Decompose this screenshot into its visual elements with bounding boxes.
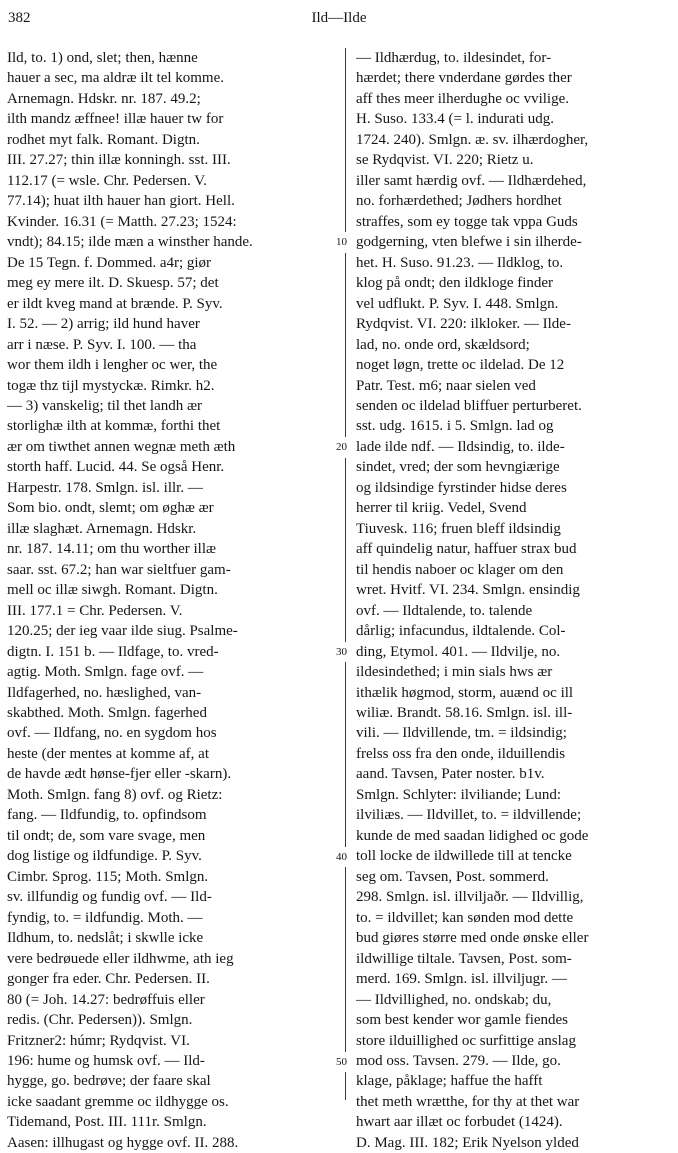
text-line: 77.14); huat ilth hauer han giort. Hell. [7, 193, 235, 210]
text-line: kunde de med saadan lidighed oc gode [356, 827, 589, 844]
text-line: no. forhærdethed; Jødhers hordhet [356, 193, 562, 210]
text-line: agtig. Moth. Smlgn. fage ovf. — [7, 664, 204, 681]
text-line: saar. sst. 67.2; han war sieltfuer gam- [7, 561, 231, 578]
text-line: wiliæ. Brandt. 58.16. Smlgn. isl. ill- [356, 705, 573, 721]
text-line: 120.25; der ieg vaar ilde siug. Psalme- [7, 623, 238, 640]
text-line: se Rydqvist. VI. 220; Rietz u. [356, 152, 534, 169]
text-line: Aasen: illhugast og hygge ovf. II. 288. [7, 1134, 239, 1151]
text-line: icke saadant gremme oc ildhygge os. [7, 1093, 229, 1110]
text-line: ildesindethed; i min sials hws ær [356, 664, 553, 681]
text-line: og ildsindige fyrstinder hidse deres [356, 479, 567, 496]
text-line: sst. udg. 1615. i 5. Smlgn. lad og [356, 418, 554, 435]
text-line: vere bedrøuede eller ildhwme, ath ieg [7, 950, 234, 967]
text-line: straffes, som ey togge tak vppa Guds [356, 213, 578, 230]
line-number: 20 [336, 437, 356, 457]
text-line: ovf. — Ildtalende, to. talende [356, 602, 533, 619]
line-number: 10 [336, 232, 356, 252]
text-line: klog på ondt; den ildkloge finder [356, 275, 554, 292]
text-line: sv. illfundig og fundig ovf. — Ild- [7, 889, 212, 906]
text-line: mod oss. Tavsen. 279. — Ilde, go. [356, 1052, 561, 1069]
line-number: 50 [336, 1052, 356, 1072]
text-line: Ild, to. 1) ond, slet; then, hænne [7, 50, 198, 66]
text-line: vndt); 84.15; ilde mæn a winsther hande. [7, 234, 253, 251]
text-line: — Ildvillighed, no. ondskab; du, [356, 991, 552, 1008]
line-number: 40 [336, 847, 356, 867]
text-line: 80 (= Joh. 14.27: bedrøffuis eller [7, 991, 205, 1008]
text-line: senden oc ildelad bliffuer perturberet. [356, 397, 582, 414]
text-line: godgerning, vten blefwe i sin ilherde- [356, 234, 582, 251]
text-line: aff thes meer ilherdughe oc vvilige. [356, 90, 569, 107]
text-line: til ondt; de, som vare svage, men [7, 827, 206, 844]
text-line: vel udflukt. P. Syv. I. 448. Smlgn. [356, 295, 559, 312]
text-line: Smlgn. Schlyter: ilviliande; Lund: [356, 786, 561, 803]
text-line: digtn. I. 151 b. — Ildfage, to. vred- [7, 643, 219, 660]
text-line: Harpestr. 178. Smlgn. isl. illr. — [7, 479, 203, 496]
text-line: ding, Etymol. 401. — Ildvilje, no. [356, 643, 561, 660]
text-line: — Ildhærdug, to. ildesindet, for- [356, 50, 552, 66]
text-line: vili. — Ildvillende, tm. = ildsindig; [356, 725, 567, 742]
text-line: het. H. Suso. 91.23. — Ildklog, to. [356, 254, 564, 271]
text-line: fyndig, to. = ildfundig. Moth. — [7, 909, 203, 926]
text-line: frelss oss fra den onde, ilduillendis [356, 745, 566, 762]
text-line: ildwillige tiltale. Tavsen, Post. som- [356, 950, 572, 967]
text-line: storlighæ ilth at kommæ, forthi thet [7, 418, 221, 435]
text-line: I. 52. — 2) arrig; ild hund haver [7, 316, 200, 333]
text-line: Som bio. ondt, slemt; om øghæ ær [7, 500, 214, 517]
text-line: seg om. Tavsen, Post. sommerd. [356, 868, 549, 885]
left-column [7, 48, 335, 1153]
text-line: de havde ædt hønse-fjer eller -skarn). [7, 766, 232, 783]
text-line: rodhet myt falk. Romant. Digtn. [7, 131, 200, 148]
text-line: mell oc illæ siwgh. Romant. Digtn. [7, 582, 218, 599]
text-line: lad, no. onde ord, skældsord; [356, 336, 530, 353]
text-line: H. Suso. 133.4 (= l. indurati udg. [356, 111, 555, 128]
text-line: sindet, vred; der som hevngiærige [356, 459, 560, 476]
text-line: lade ilde ndf. — Ildsindig, to. ilde- [356, 438, 565, 455]
text-line: toll locke de ildwillede till at tencke [356, 848, 572, 865]
text-line: iller samt hærdig ovf. — Ildhærdehed, [356, 172, 587, 189]
text-line: thet meth wrætthe, for thy at thet war [356, 1093, 580, 1110]
text-line: wor them ildh i lengher oc wer, the [7, 357, 218, 374]
text-line: ithælik høgmod, storm, auænd oc ill [356, 684, 574, 701]
text-line: Tiuvesk. 116; fruen bleff ildsindig [356, 520, 561, 537]
page-header [0, 6, 678, 30]
text-line: aff quindelig natur, haffuer strax bud [356, 541, 577, 558]
line-number: 30 [336, 642, 356, 662]
text-line: skabthed. Moth. Smlgn. fagerhed [7, 705, 207, 721]
text-line: 1724. 240). Smlgn. æ. sv. ilhærdogher, [356, 131, 589, 148]
page-number: 382 [8, 10, 31, 26]
text-line: Cimbr. Sprog. 115; Moth. Smlgn. [7, 868, 209, 885]
text-line: nr. 187. 14.11; om thu worther illæ [7, 541, 217, 558]
text-line: hærdet; there vnderdane gørdes ther [356, 70, 572, 87]
text-line: Moth. Smlgn. fang 8) ovf. og Rietz: [7, 786, 223, 803]
text-line: fang. — Ildfundig, to. opfindsom [7, 807, 207, 824]
text-line: 298. Smlgn. isl. illviljaðr. — Ildvillig, [356, 889, 584, 906]
text-line: Patr. Test. m6; naar sielen ved [356, 377, 536, 394]
text-line: ær om tiwthet annen wegnæ meth æth [7, 438, 236, 455]
text-line: ovf. — Ildfang, no. en sygdom hos [7, 725, 217, 742]
text-line: hauer a sec, ma aldræ ilt tel komme. [7, 70, 225, 87]
text-line: Fritzner2: húmr; Rydqvist. VI. [7, 1032, 190, 1049]
text-line: meg ey mere ilt. D. Skuesp. 57; det [7, 275, 219, 292]
text-line: dårlig; infacundus, ildtalende. Col- [356, 623, 566, 640]
running-head: Ild—Ilde [311, 10, 367, 26]
text-line: storth haff. Lucid. 44. Se også Henr. [7, 459, 225, 476]
text-line: III. 27.27; thin illæ konningh. sst. III. [7, 152, 231, 169]
text-line: til hendis naboer oc klager om den [356, 561, 564, 578]
text-line: hygge, go. bedrøve; der faare skal [7, 1073, 211, 1090]
text-line: illæ slaghæt. Arnemagn. Hdskr. [7, 520, 197, 537]
text-line: to. = ildvillet; kan sønden mod dette [356, 909, 574, 926]
text-line: Ildfagerhed, no. hæslighed, van- [7, 684, 202, 701]
text-line: ilviliæs. — Ildvillet, to. = ildvillende; [356, 807, 582, 824]
column-divider [345, 48, 346, 1100]
text-line: wret. Hvitf. VI. 234. Smlgn. ensindig [356, 582, 580, 599]
right-column [356, 48, 665, 1153]
text-line: merd. 169. Smlgn. isl. illviljugr. — [356, 971, 567, 988]
text-line: aand. Tavsen, Pater noster. b1v. [356, 766, 545, 783]
text-line: — 3) vanskelig; til thet landh ær [7, 397, 202, 414]
text-line: er ildt kveg mand at brænde. P. Syv. [7, 295, 223, 312]
text-line: dog listige og ildfundige. P. Syv. [7, 848, 202, 865]
text-line: 196: hume og humsk ovf. — Ild- [7, 1052, 205, 1069]
text-line: klage, påklage; haffue the hafft [356, 1073, 543, 1090]
text-line: Kvinder. 16.31 (= Matth. 27.23; 1524: [7, 213, 237, 230]
text-line: arr i næse. P. Syv. I. 100. — tha [7, 336, 197, 353]
text-line: store ilduillighed oc surfittige anslag [356, 1032, 576, 1049]
text-line: hwart aar illæt oc forbudet (1424). [356, 1114, 563, 1131]
text-line: gonger fra eder. Chr. Pedersen. II. [7, 971, 210, 988]
text-line: noget løgn, trette oc ildelad. De 12 [356, 357, 565, 374]
text-line: togæ thz tijl mystyckæ. Rimkr. h2. [7, 377, 215, 394]
text-line: redis. (Chr. Pedersen)). Smlgn. [7, 1012, 193, 1029]
text-line: Tidemand, Post. III. 111r. Smlgn. [7, 1114, 207, 1131]
text-line: D. Mag. III. 182; Erik Nyelson ylded [356, 1134, 579, 1151]
text-line: Arnemagn. Hdskr. nr. 187. 49.2; [7, 90, 201, 107]
text-line: ilth mandz æffnee! illæ hauer tw for [7, 111, 224, 128]
text-line: som best kender wor gamle fiendes [356, 1012, 569, 1029]
text-line: Rydqvist. VI. 220: ilkloker. — Ilde- [356, 316, 571, 333]
text-line: bud giøres større med onde ønske eller [356, 930, 589, 947]
text-line: heste (der mentes at komme af, at [7, 745, 210, 762]
text-line: III. 177.1 = Chr. Pedersen. V. [7, 602, 183, 619]
text-line: Ildhum, to. nedslåt; i skwlle icke [7, 930, 204, 947]
text-line: herrer til kriig. Vedel, Svend [356, 500, 527, 517]
text-line: 112.17 (= wsle. Chr. Pedersen. V. [7, 172, 207, 189]
text-line: De 15 Tegn. f. Dommed. a4r; giør [7, 254, 212, 271]
